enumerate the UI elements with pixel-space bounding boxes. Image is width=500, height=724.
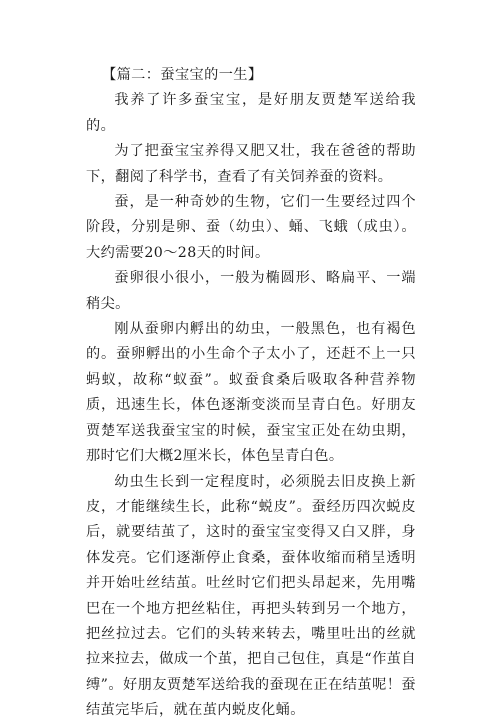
paragraph-intro: 我养了许多蚕宝宝，是好朋友贾楚军送给我的。 <box>86 92 416 134</box>
document-page <box>86 63 416 724</box>
paragraph-life-stages: 蚕，是一种奇妙的生物，它们一生要经过四个阶段，分别是卵、蚕（幼虫）、蛹、飞蛾（成虫）。大约需要20～28天的时间。 <box>86 194 416 261</box>
paragraph-molting-cocoon: 幼虫生长到一定程度时，必须脱去旧皮换上新皮，才能继续生长，此称“蜕皮”。蚕经历四次蜕皮后，就要结茧了，这时的蚕宝宝变得又白又胖，身体发亮。它们逐渐停止食桑，蚕体收缩而稍呈透明并开始吐丝结茧。吐丝时它们把头昂起来，先用嘴巴在一个地方把丝粘住，再把头转到另一个地方，把丝拉过去。它们的头转来转去，嘴里吐出的丝就拉来拉去，做成一个茧，把自己包住，真是“作茧自缚”。好朋友贾楚军送给我的蚕现在正在结茧呢！蚕结茧完毕后，就在茧内蜕皮化蛹。 <box>86 473 416 719</box>
paragraph-egg: 蚕卵很小很小，一般为椭圆形、略扁平、一端稍尖。 <box>86 270 416 312</box>
paragraph-research: 为了把蚕宝宝养得又肥又壮，我在爸爸的帮助下，翻阅了科学书，查看了有关饲养蚕的资料。 <box>86 143 416 185</box>
section-heading: 【篇二：蚕宝宝的一生】 <box>102 67 263 83</box>
paragraph-larva: 刚从蚕卵内孵出的幼虫，一般黑色，也有褐色的。蚕卵孵出的小生命个子太小了，还赶不上一只蚂蚁，故称“蚁蚕”。蚁蚕食桑后吸取各种营养物质，迅速生长，体色逐渐变淡而呈青白色。好朋友贾楚军送我蚕宝宝的时候，蚕宝宝正处在幼虫期，那时它们大概2厘米长，体色呈青白色。 <box>86 321 416 465</box>
